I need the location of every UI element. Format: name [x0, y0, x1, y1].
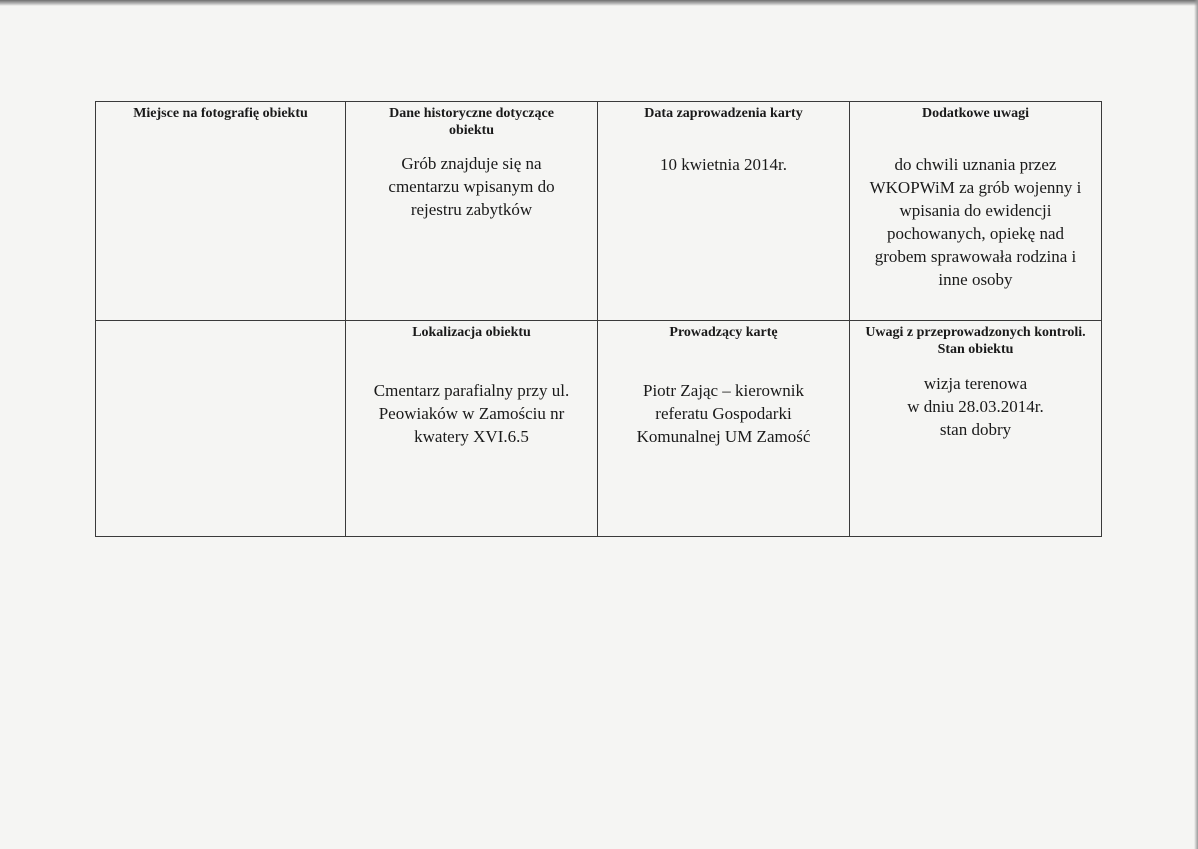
history-header: Dane historyczne dotyczące obiektu: [389, 106, 554, 138]
inspection-value: wizja terenowa w dniu 28.03.2014r. stan dobry: [907, 374, 1044, 439]
location-value: Cmentarz parafialny przy ul. Peowiaków w Zamościu nr kwatery XVI.6.5: [373, 381, 570, 446]
keeper-value: Piotr Zając – kierownik referatu Gospodarki Komunalnej UM Zamość: [636, 381, 811, 446]
scan-edge-top: [0, 0, 1198, 6]
date-header: Data zaprowadzenia karty: [644, 106, 803, 121]
inspection-header: Uwagi z przeprowadzonych kontroli. Stan obiektu: [865, 325, 1086, 357]
photo-header: Miejsce na fotografię obiektu: [133, 106, 308, 121]
history-value: Grób znajduje się na cmentarzu wpisanym do rejestru zabytków: [388, 154, 555, 219]
card-row-1: [96, 102, 1102, 321]
keeper-cell: [598, 321, 850, 537]
card-row-2: [96, 321, 1102, 537]
notes-value: do chwili uznania przez WKOPWiM za grób wojenny i wpisania do ewidencji pochowanych, opiekę nad grobem sprawowała rodzina i inne osoby: [869, 155, 1082, 289]
scan-edge-right: [1194, 0, 1198, 849]
location-header: Lokalizacja obiektu: [412, 325, 531, 340]
notes-header: Dodatkowe uwagi: [922, 106, 1029, 121]
keeper-header: Prowadzący kartę: [669, 325, 778, 340]
grave-record-card-table: [95, 101, 1102, 537]
notes-cell: [850, 102, 1102, 321]
location-cell: [346, 321, 598, 537]
photo-placeholder-cell: [96, 102, 346, 321]
date-cell: [598, 102, 850, 321]
empty-cell: [96, 321, 346, 537]
history-cell: [346, 102, 598, 321]
date-value: 10 kwietnia 2014r.: [659, 155, 787, 174]
inspection-cell: [850, 321, 1102, 537]
